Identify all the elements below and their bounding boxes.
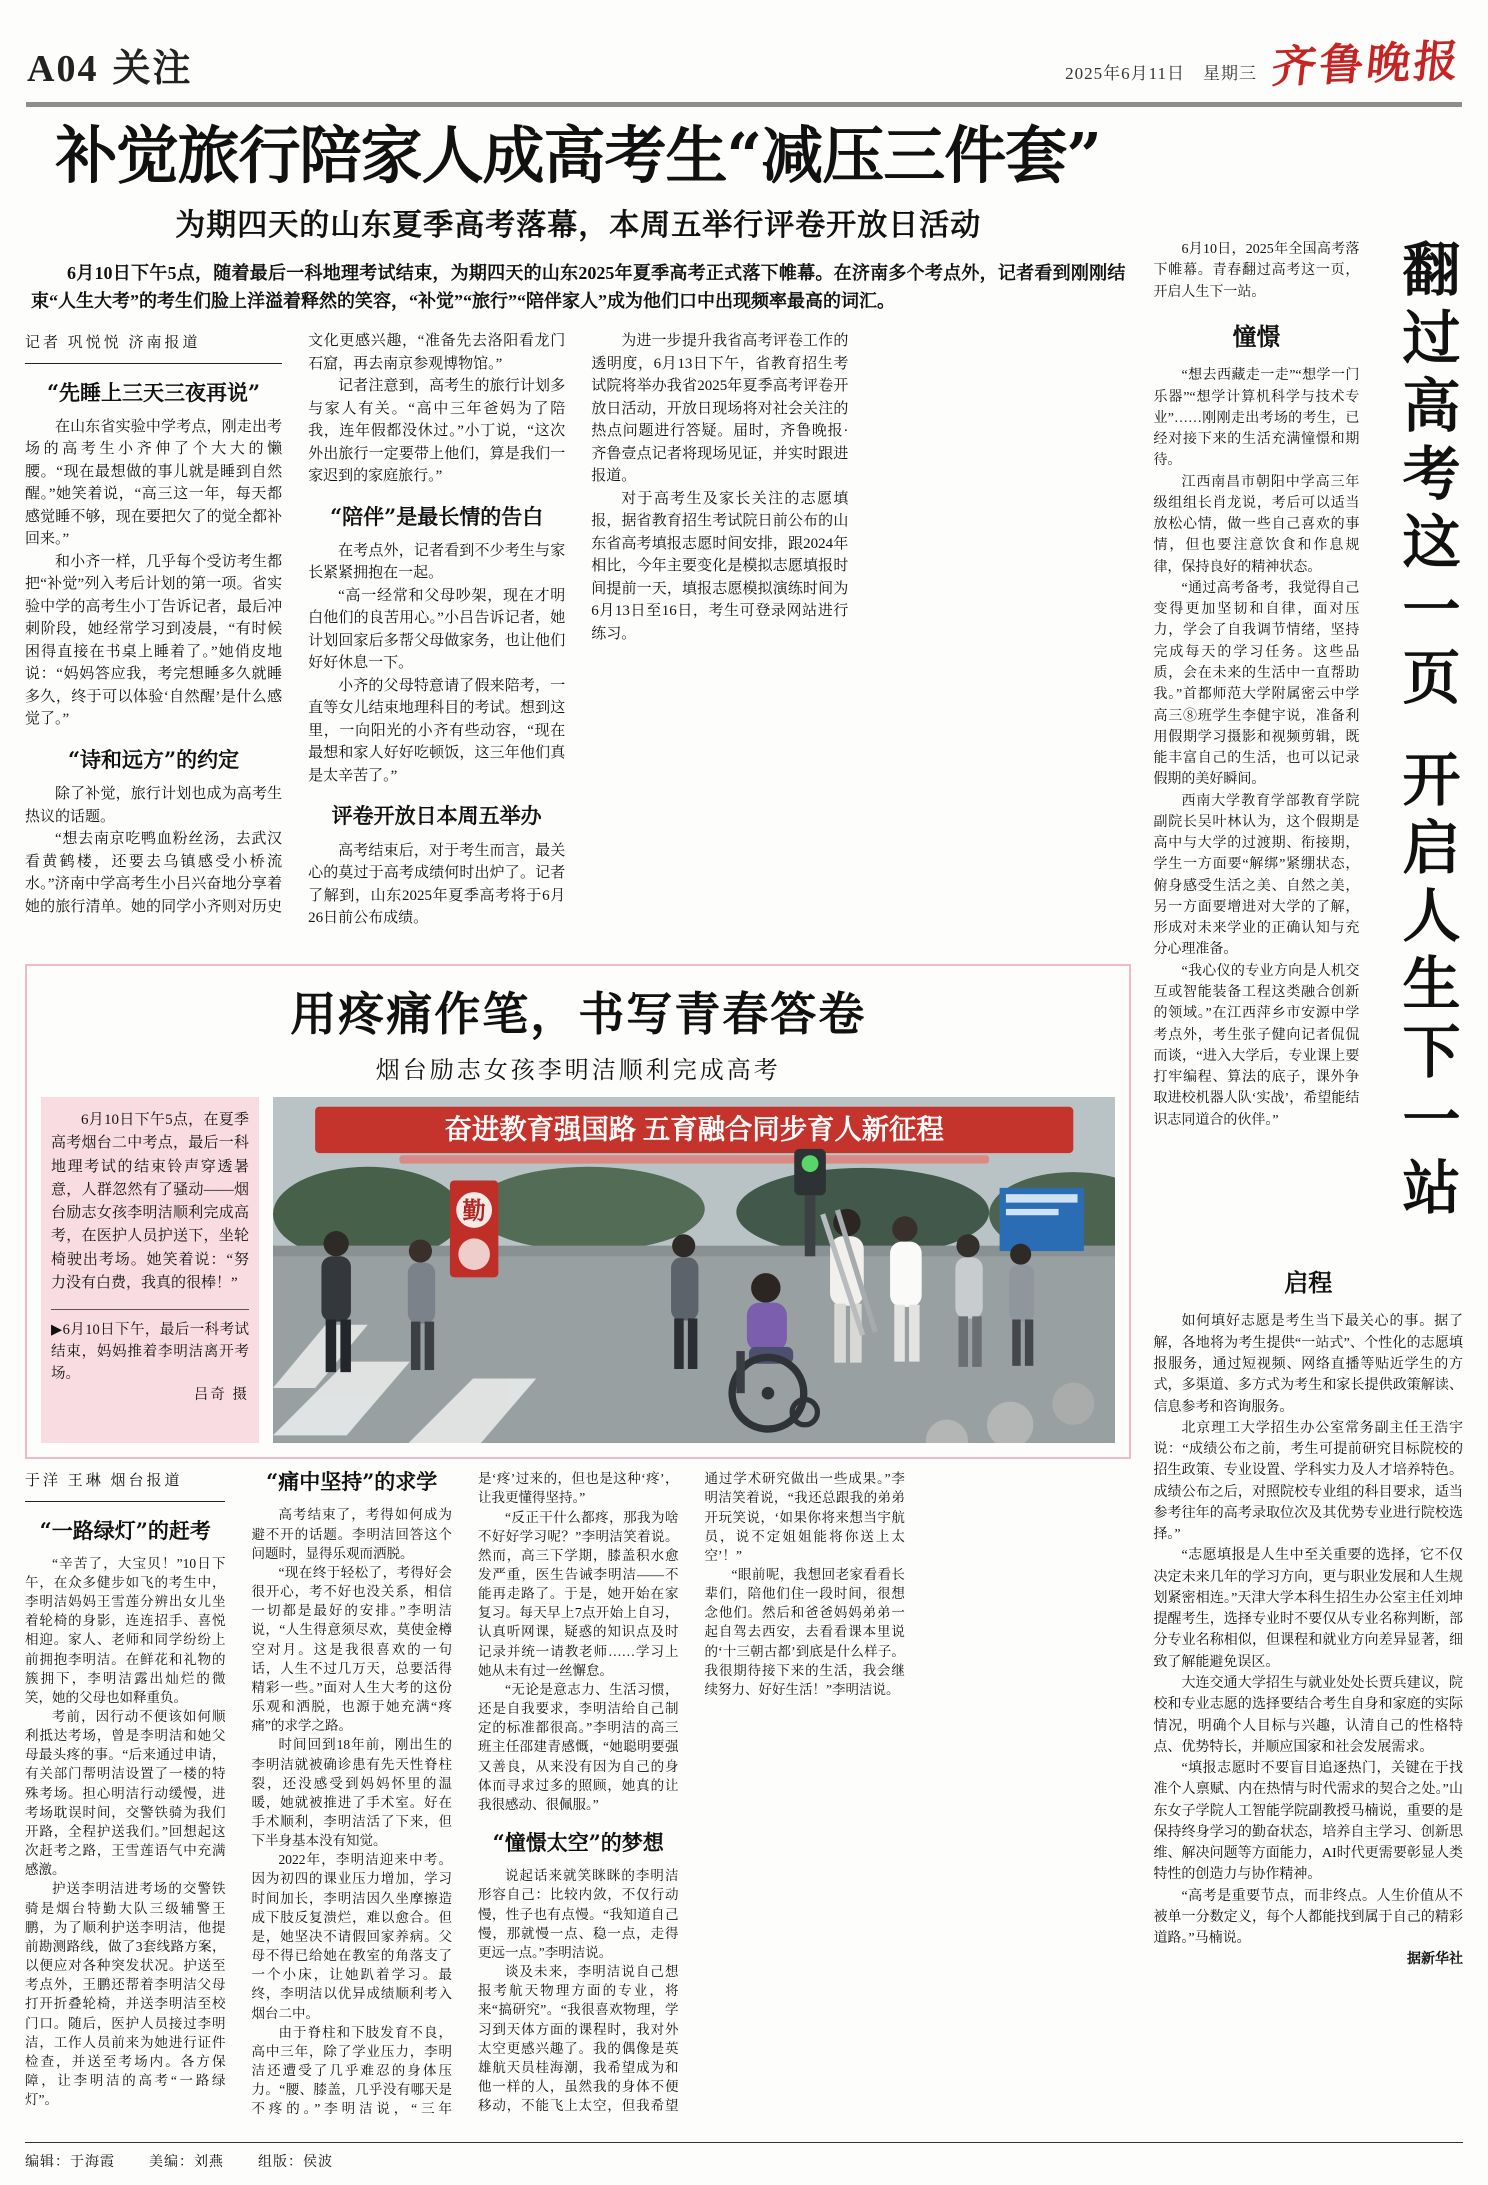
section-heading: “陪伴”是最长情的告白 [330,503,544,529]
top-story-lead: 6月10日下午5点，随着最后一科地理考试结束，为期四天的山东2025年夏季高考正式落下帷幕。在济南多个考点外，记者看到刚刚结束“人生大考”的考生们脸上洋溢着释然的笑容，“补觉”“旅行”“陪伴家人”成为他们口中出现频率最高的词汇。 [31,263,1126,312]
sidebar-heading-aspiration: 憧憬 [1232,321,1281,351]
article-paragraph: “填报志愿时不要盲目追逐热门，关键在于找准个人禀赋、内在热情与时代需求的契合之处。”山东女子学院人工智能学院副教授马楠说，重要的是保持终身学习的勤奋状态，培养自主学习、创新思维、解决问题等方面能力，AI时代更需要彰显人类特性的创造力与协作精神。 [1153,1761,1463,1883]
section-heading: “先睡上三天三夜再说” [46,379,261,405]
article-paragraph: 如何填好志愿是考生当下最关心的事。据了解，各地将为考生提供“一站式”、个性化的志愿填报服务，通过短视频、网络直播等贴近学生的方式，多渠道、多方式为考生和家长提供政策解读、信息参考和咨询服务。 [1153,1314,1463,1415]
section-heading: 评卷开放日本周五举办 [331,803,542,829]
article-paragraph: 说起话来就笑眯眯的李明洁形容自己：比较内敛，不仅行动慢，性子也有点慢。“我知道自己慢，那就慢一点、稳一点，走得更远一点。”李明洁说。 [477,1868,679,1960]
article-paragraph: 考前，因行动不便该如何顺利抵达考场，曾是李明洁和她父母最头疼的事。“后来通过申请，有关部门帮明洁设置了一楼的特殊考场。担心明洁行动缓慢，进考场耽误时间，交警铁骑为我们开路，全程护送我们。”回想起这次赶考之路，王雪莲语气中充满感激。 [25,1709,226,1878]
sidebar-part2-body [1153,1311,1463,1949]
section-heading: “憧憬太空”的梦想 [492,1830,664,1856]
photo-illustration [273,1097,1115,1443]
sidebar-lower [1153,1265,1463,1971]
header-right [1065,28,1464,94]
sidebar-heading-departure: 启程 [1284,1268,1333,1297]
paper-logo: 齐鲁晚报 [1269,35,1464,94]
article-paragraph: 对于高考生及家长关注的志愿填报，据省教育招生考试院日前公布的山东省高考填报志愿时间安排，跟2024年相比，今年主要变化是模拟志愿填报时间提前一天，填报志愿模拟演练时间为6月13日至16日，考生可登录网站进行练习。 [591,490,849,642]
article-paragraph: “我心仪的专业方向是人机交互或智能装备工程这类融合创新的领域。”在江西萍乡市安源中学考点外，考生张子健向记者侃侃而谈，“进入大学后，专业课上要打牢编程、算法的底子，课外争取进校机器人队‘实战’，希望能结识志同道合的伙伴。” [1153,963,1360,1128]
page-header [25,22,1463,102]
dateline: 2025年6月11日 星期三 [1065,64,1257,83]
article-paragraph: 记者注意到，高考生的旅行计划多与家人有关。“高中三年爸妈为了陪我，连年假都没休过。”小丁说，“这次外出旅行一定要带上他们，算是我们一家迟到的家庭旅行。” [308,378,566,485]
article-paragraph: “想去南京吃鸭血粉丝汤，去武汉看黄鹤楼，还要去乌镇感受小桥流水。”济南中学高考生小吕兴奋地分享着她的旅行清单。她的同学小齐则对历史文化更感兴趣，“准备先去洛阳看龙门石窟，再去南京参观博物馆。” [25,333,566,915]
article-paragraph: 高考结束后，对于考生而言，最关心的莫过于高考成绩何时出炉了。记者了解到，山东2025年夏季高考将于6月26日前公布成绩。 [308,842,566,927]
bottom-story-body [25,1469,905,2121]
page-number-block [27,37,192,92]
left-main [25,121,1131,2171]
photo-credit: 吕奇 摄 [193,1387,249,1404]
page-footer [25,2142,1463,2171]
article-paragraph: 为进一步提升我省高考评卷工作的透明度，6月13日下午，省教育招生考试院将举办我省2025年夏季高考评卷开放日活动，开放日现场将对社会关注的热点问题进行答疑。届时，齐鲁晚报·齐鲁壹点记者将现场见证，并实时跟进报道。 [591,333,849,485]
article-paragraph: 在山东省实验中学考点，刚走出考场的高考生小齐伸了个大大的懒腰。“现在最想做的事儿就是睡到自然醒。”她笑着说，“高三这一年，每天都感觉睡不够，现在要把欠了的觉全都补回来。” [25,418,283,548]
section-heading: “诗和远方”的约定 [67,746,240,772]
sidebar-intro: 6月10日，2025年全国高考落下帷幕。青春翻过高考这一页，开启人生下一站。 [1153,242,1360,300]
top-story-subheadline: 为期四天的山东夏季高考落幕，本周五举行评卷开放日活动 [175,209,982,243]
banner-text: 奋进教育强国路 五育融合同步育人新征程 [444,1114,944,1145]
article-paragraph: “想去西藏走一走”“想学一门乐器”“想学计算机科学与技术专业”……刚刚走出考场的考生，已经对接下来的生活充满憧憬和期待。 [1153,368,1360,469]
article-paragraph: “辛苦了，大宝贝！”10日下午，在众多健步如飞的考生中，李明洁妈妈王雪莲分辨出女儿坐着轮椅的身影，连连招手、喜悦相迎。家人、老师和同学纷纷上前拥抱李明洁。在鲜花和礼物的簇拥下，李明洁露出灿烂的微笑，她的父母也如释重负。 [25,1555,226,1705]
article-paragraph: 西南大学教育学部教育学院副院长吴叶林认为，这个假期是高中与大学的过渡期、衔接期，学生一方面要“解绑”紧绷状态，俯身感受生活之美、自然之美，另一方面要增进对大学的了解，形成对未来学业的正确认知与充分心理准备。 [1153,793,1360,958]
footer-layout: 组版：侯波 [258,2155,333,2170]
news-source: 据新华社 [1407,1951,1463,1968]
feature-intro: 6月10日下午5点，在夏季高考烟台二中考点，最后一科地理考试的结束铃声穿透暑意，人群忽然有了骚动——烟台励志女孩李明洁顺利完成高考，在医护人员护送下，坐轮椅驶出考场。她笑着说：“努力没有白费，我真的很棒！” [51,1112,249,1291]
section-heading: “一路绿灯”的赶考 [39,1517,211,1543]
article-paragraph: “高考是重要节点，而非终点。人生价值从不被单一分数定义，每个人都能找到属于自己的精彩道路。”马楠说。 [1153,1888,1463,1947]
feature-story [25,964,1131,1459]
article-paragraph: 北京理工大学招生办公室常务副主任王浩宇说：“成绩公布之前，考生可提前研究目标院校的招生政策、专业设置、学科实力及人才培养特色。成绩公布之后，对照院校专业组的科目要求，适当参考往年的高考录取位次及其优势专业进行院校选择。” [1153,1420,1463,1543]
footer-editor: 编辑：于海霞 [25,2155,115,2170]
article-paragraph: “眼前呢，我想回老家看看长辈们，陪他们住一段时间，很想念他们。然后和爸爸妈妈弟弟一起自驾去西安，去看看课本里说的‘十三朝古都’到底是什么样子。我很期待接下来的生活，我会继续努力、好好生活！”李明洁说。 [704,1567,905,1697]
article-paragraph: “高一经常和父母吵架，现在才明白他们的良苦用心。”小吕告诉记者，她计划回家后多帮父母做家务，也让他们好好休息一下。 [308,587,566,672]
article-paragraph: “现在终于轻松了，考得好会很开心，考不好也没关系，相信一切都是最好的安排。”李明洁说，“人生得意须尽欢，莫使金樽空对月。这是我很喜欢的一句话，人生不过几万天，总要活得精彩一些。”面对人生大考的这份乐观和洒脱，也源于她充满“疼痛”的求学之路。 [251,1564,452,1734]
article-paragraph: 除了补觉，旅行计划也成为高考生热议的话题。 [25,786,283,825]
section-name: 关注 [112,48,193,90]
header-rule [26,102,1462,107]
article-paragraph: 2022年，李明洁迎来中考。因为初四的课业压力增加，学习时间加长，李明洁因久坐摩擦造成下肢反复溃烂，难以愈合。但是，她坚决不请假回家养病。父母不得已给她在教室的角落支了一个小床，让她趴着学习。最终，李明洁以优异成绩顺利考入烟台二中。 [251,1852,452,2021]
sidebar-upper [1153,239,1463,1249]
article-paragraph: 在考点外，记者看到不少考生与家长紧紧拥抱在一起。 [308,542,566,582]
street-scene-illustration [273,1097,1115,1443]
article-paragraph: “反正干什么都疼，那我为啥不好好学习呢？”李明洁笑着说。然而，高三下学期，膝盖积水愈发严重，医生告诫李明洁——不能再走路了。于是，她开始在家复习。每天早上7点开始上自习，认真听网课，疑惑的知识点及时记录并统一请教老师……学习上她从未有过一丝懈怠。 [477,1509,679,1678]
article-paragraph: “通过高考备考，我觉得自己变得更加坚韧和自律，面对压力，学会了自我调节情绪，坚持完成每天的学习任务。这些品质，会在未来的生活中一直帮助我。”首都师范大学附属密云中学高三⑧班学生李健宇说，准备利用假期学习摄影和视频剪辑，既能丰富自己的生活，也可以记录假期的美好瞬间。 [1153,580,1360,788]
article-paragraph: 小齐的父母特意请了假来陪考，一直等女儿结束地理科目的考试。想到这里，一向阳光的小齐有些动容，“现在最想和家人好好吃顿饭，这三年他们真是太辛苦了。” [308,677,566,784]
top-story-body [25,330,848,950]
article-paragraph: 谈及未来，李明洁说自己想报考航天物理方面的专业，将来“搞研究”。“我很喜欢物理，学习到天体方面的课程时，我对外太空更感兴趣了。我的偶像是英雄航天员桂海潮，我希望成为和他一样的人，虽然我的身体不便移动，不能飞上太空，但我希望通过学术研究做出一些成果。”李明洁笑着说，“我还总跟我的弟弟开玩笑说，‘如果你将来想当宇航员，说不定姐姐能将你送上太空’！” [477,1471,905,2114]
article-paragraph: 由于脊柱和下肢发育不良，高中三年，除了学业压力，李明洁还遭受了几乎难忍的身体压力。“腰、膝盖，几乎没有哪天是不疼的。”李明洁说，“三年是‘疼’过来的，但也是这种‘疼’，让我更懂得坚持。” [251,1471,679,2117]
feature-headline: 用疼痛作笔，书写青春答卷 [290,987,867,1042]
top-story-columns [25,330,1131,950]
feature-body [41,1097,1115,1443]
feature-subheadline: 烟台励志女孩李明洁顺利完成高考 [375,1058,781,1085]
article-paragraph: “志愿填报是人生中至关重要的选择，它不仅决定未来几年的学习方向，更与职业发展和人生规划紧密相连。”天津大学本科生招生办公室主任刘坤提醒考生，选择专业时不要仅从专业名称判断，部分专业名称相似，但课程和就业方向差异显著，细致了解能避免误区。 [1153,1548,1463,1670]
footer-art-editor: 美编：刘燕 [149,2155,224,2170]
article-paragraph: 和小齐一样，几乎每个受访考生都把“补觉”列入考后计划的第一项。省实验中学的高考生小丁告诉记者，最后冲刺阶段，她经常学习到凌晨，“有时候困得直接在书桌上睡着了。”她俏皮地说：“妈妈答应我，考完想睡多久就睡多久，终于可以体验‘自然醒’是什么感觉了。” [25,553,283,728]
article-paragraph: 时间回到18年前，刚出生的李明洁就被确诊患有先天性脊柱裂，还没感受到妈妈怀里的温暖，她就被推进了手术室。好在手术顺利，李明洁活了下来，但下半身基本没有知觉。 [251,1737,452,1849]
article-paragraph: 护送李明洁进考场的交警铁骑是烟台特勤大队三级辅警王鹏，为了顺利护送李明洁，他提前勘测路线，做了3套线路方案，以便应对各种突发状况。护送至考点外，王鹏还帮着李明洁父母打开折叠轮椅，并送李明洁至校门口。随后，医护人员接过李明洁，工作人员前来为她进行证件检查，并送至考场内。各方保障，让李明洁的高考“一路绿灯”。 [25,1881,226,2108]
section-heading: “痛中坚持”的求学 [266,1469,438,1495]
photo-caption: ▶6月10日下午，最后一科考试结束，妈妈推着李明洁离开考场。 吕奇 摄 [51,1309,249,1407]
top-story-headline: 补觉旅行陪家人成高考生“减压三件套” [55,121,1101,192]
article-paragraph: 大连交通大学招生与就业处处长贾兵建议，院校和专业志愿的选择要结合考生自身和家庭的实际情况，明确个人目标与兴趣，认清自己的性格特点、优势特长，并顺应国家和社会发展需求。 [1153,1675,1463,1755]
sidebar-text-column [1153,239,1359,1249]
page-number: A04 [27,48,99,90]
vertical-headline: 翻过高考这一页开启人生下一站 [1392,239,1461,1225]
sign-character: 勤 [462,1198,486,1225]
sidebar-part1-body [1153,365,1359,1131]
content-row [25,121,1463,2171]
article-paragraph: 江西南昌市朝阳中学高三年级组组长肖龙说，考后可以适当放松心情，做一些自己喜欢的事情，但也要注意饮食和作息规律，保持良好的精神状态。 [1153,474,1360,575]
bottom-story-columns [25,1469,1131,2121]
article-paragraph: “无论是意志力、生活习惯，还是自我要求，李明洁给自己制定的标准都很高。”李明洁的高三班主任邵建青感慨，“她聪明要强又善良，从来没有因为自己的身体而寻求过多的照顾，她真的让我很感动、很佩服。” [477,1681,679,1812]
article-paragraph: 高考结束了，考得如何成为避不开的话题。李明洁回答这个问题时，显得乐观而洒脱。 [251,1507,452,1561]
feature-intro-box [41,1097,259,1443]
top-story-byline: 记者 巩悦悦 济南报道 [25,330,282,364]
sidebar-story [1153,121,1463,2171]
bottom-story-byline: 于洋 王琳 烟台报道 [25,1469,225,1501]
